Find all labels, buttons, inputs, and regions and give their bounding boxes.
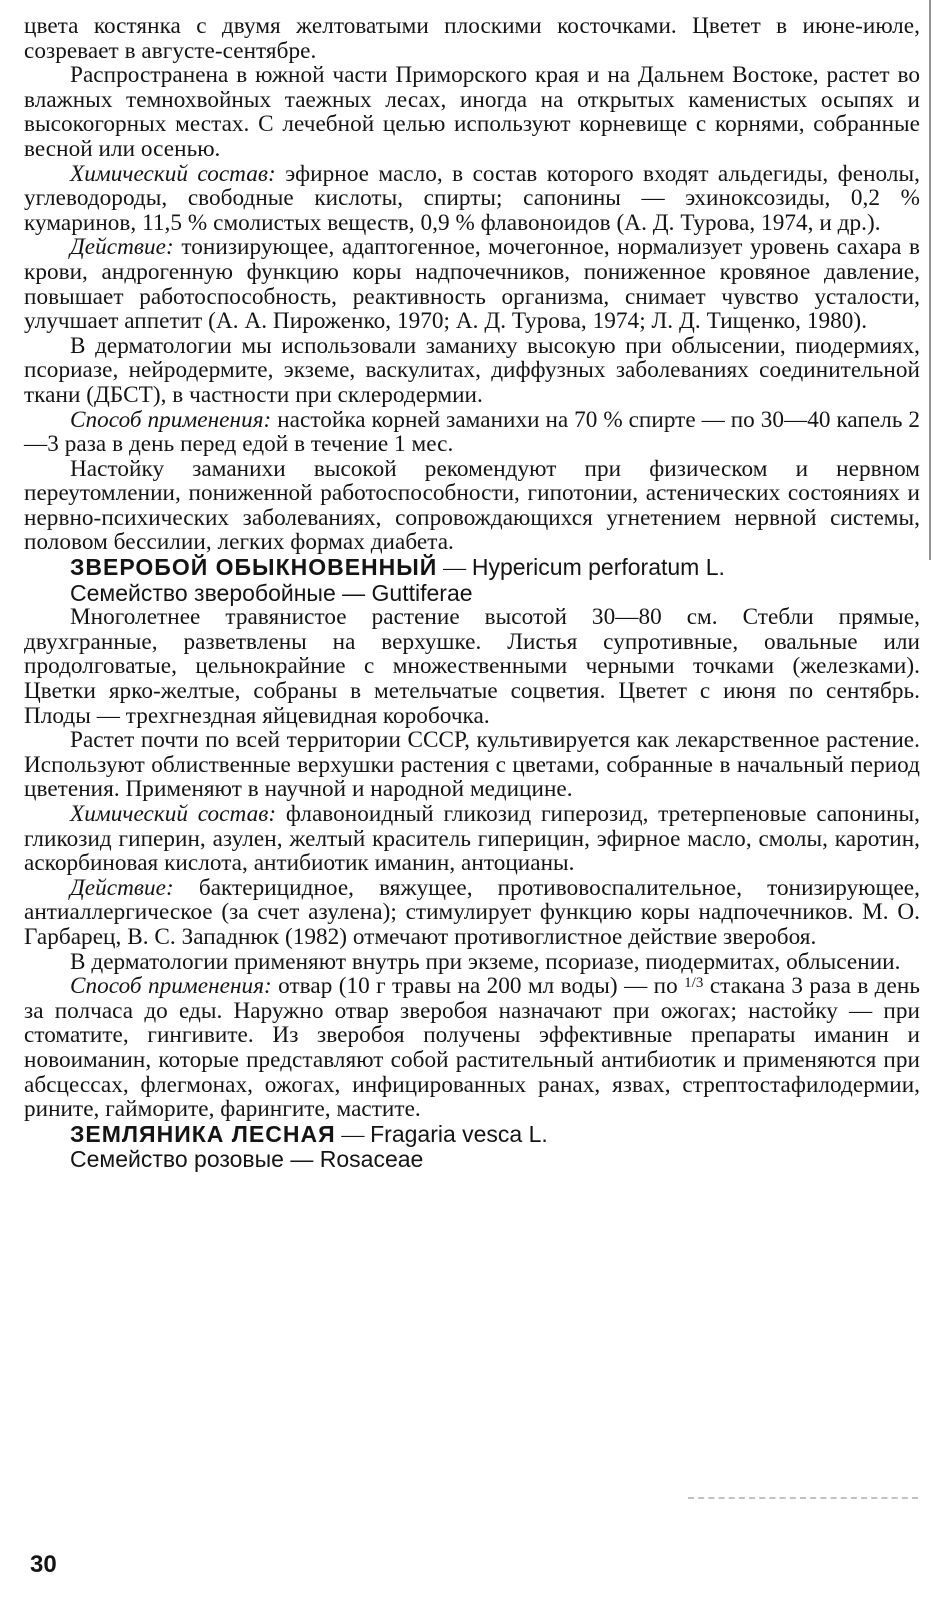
heading-dash: — <box>335 1121 371 1147</box>
paragraph-text: Распространена в южной части Приморского края и на Дальнем Востоке, растет во влажных темнохвойных таежных лесах, иногда на открытых каменистых осыпях и высокогорных местах. С лечебной целью используют корневище с корнями, собранные весной или осенью. <box>24 62 920 162</box>
paragraph <box>24 802 920 876</box>
paragraph-lead: Действие: <box>70 234 174 261</box>
fraction-superscript: 1/3 <box>684 975 704 992</box>
paragraph <box>24 63 920 161</box>
paragraph <box>24 605 920 728</box>
plant-name: ЗЕМЛЯНИКА ЛЕСНАЯ <box>70 1120 336 1147</box>
paragraph-text: бактерицидное, вяжущее, противовоспалительное, тонизирующее, антиаллергическое (за счет азулена); стимулирует функцию коры надпочечников. М. О. Гарбарец, В. С. Западнюк (1982) отмечают противоглистное действие зверобоя. <box>24 874 920 950</box>
paragraph-lead: Действие: <box>70 874 174 901</box>
paragraph-lead: Химический состав: <box>70 160 276 187</box>
paragraph <box>24 14 920 63</box>
document-page <box>24 14 920 1172</box>
paragraph-text: Многолетнее травянистое растение высотой 30—80 см. Стебли прямые, двухгранные, разветвлены на верхушке. Листья супротивные, овальные или продолговатые, цельнокрайние с множественными черными точками (железками). Цветки ярко-желтые, собраны в метельчатые соцветия. Цветет с июня по сентябрь. Плоды — трехгнездная яйцевидная коробочка. <box>24 604 920 729</box>
text-column <box>24 14 920 1172</box>
paragraph-text: Настойку заманихи высокой рекомендуют при физическом и нервном переутомлении, пониженной работоспособности, гипотонии, астенических состояниях и нервно-психических заболеваниях, сопровождающихся угнетением нервной системы, половом бессилии, легких формах диабета. <box>24 455 920 556</box>
paragraph-lead: Способ применения: <box>70 406 272 433</box>
paragraph <box>24 162 920 236</box>
plant-heading <box>24 1122 920 1148</box>
paragraph <box>24 950 920 975</box>
scan-edge-line <box>929 0 931 560</box>
plant-latin-name: Fragaria vesca L. <box>370 1120 548 1147</box>
paragraph <box>24 876 920 950</box>
paragraph <box>24 974 920 1122</box>
paragraph-text: Растет почти по всей территории СССР, культивируется как лекарственное растение. Используют облиственные верхушки растения с цветами, собранные в начальный период цветения. Применяют в научной и народной медицине. <box>24 727 920 803</box>
plant-latin-name: Hypericum perforatum L. <box>471 554 725 581</box>
paragraph <box>24 334 920 408</box>
paragraph-lead: Химический состав: <box>70 801 277 827</box>
scan-smudge <box>688 1497 918 1501</box>
paragraph-text: В дерматологии мы использовали заманиху высокую при облысении, пиодермиях, псориазе, нейродермите, экземе, васкулитах, диффузных заболеваниях соединительной ткани (ДБСТ), в частности при склеродермии. <box>24 332 920 408</box>
paragraph <box>24 235 920 333</box>
plant-heading <box>24 555 920 581</box>
paragraph-lead: Способ применения: <box>70 973 272 1000</box>
heading-dash: — <box>437 555 472 581</box>
paragraph-text: В дерматологии применяют внутрь при экземе, псориазе, пиодермитах, облысении. <box>70 948 901 975</box>
plant-family: Семейство розовые — Rosaceae <box>70 1146 424 1173</box>
paragraph <box>24 457 920 555</box>
paragraph-text: отвар (10 г травы на 200 мл воды) — по <box>278 973 678 1000</box>
paragraph-text: эфирное масло, в состав которого входят альдегиды, фенолы, углеводороды, свободные кислоты, спирты; сапонины — эхиноксозиды, 0,2 % кумаринов, 11,5 % смолистых веществ, 0,9 % флавоноидов (А. Д. Турова, 1974, и др.). <box>24 160 920 236</box>
page-number: 30 <box>30 1551 57 1578</box>
paragraph <box>24 728 920 802</box>
paragraph-text: флавоноидный гликозид гиперозид, третерпеновые сапонины, гликозид гиперин, азулен, желтый краситель гиперицин, эфирное масло, смолы, каротин, аскорбиновая кислота, антибиотик иманин, антоцианы. <box>24 801 920 877</box>
paragraph-text: настойка корней заманихи на 70 % спирте — по 30—40 капель 2—3 раза в день перед едой в течение 1 мес. <box>24 406 920 458</box>
paragraph-text: цвета костянка с двумя желтоватыми плоскими косточками. Цветет в июне-июле, созревает в августе-сентябре. <box>24 13 920 64</box>
plant-family: Семейство зверобойные — Guttiferae <box>70 579 473 606</box>
paragraph-text-continued: стакана 3 раза в день за полчаса до еды. Наружно отвар зверобоя назначают при ожогах; настойку — при стоматите, гингивите. Из зверобоя получены эффективные препараты иманин и новоиманин, которые представляют собой растительный антибиотик и применяются при абсцессах, флегмонах, ожогах, инфицированных ранах, язвах, стрептостафилодермии, рините, гайморите, фарингите, мастите. <box>24 973 920 1123</box>
paragraph-text: тонизирующее, адаптогенное, мочегонное, нормализует уровень сахара в крови, андрогенную функцию коры надпочечников, пониженное кровяное давление, повышает работоспособность, реактивность организма, снимает чувство усталости, улучшает аппетит (А. А. Пироженко, 1970; А. Д. Турова, 1974; Л. Д. Тищенко, 1980). <box>24 234 921 335</box>
paragraph <box>24 408 920 457</box>
plant-name: ЗВЕРОБОЙ ОБЫКНОВЕННЫЙ <box>70 554 438 581</box>
